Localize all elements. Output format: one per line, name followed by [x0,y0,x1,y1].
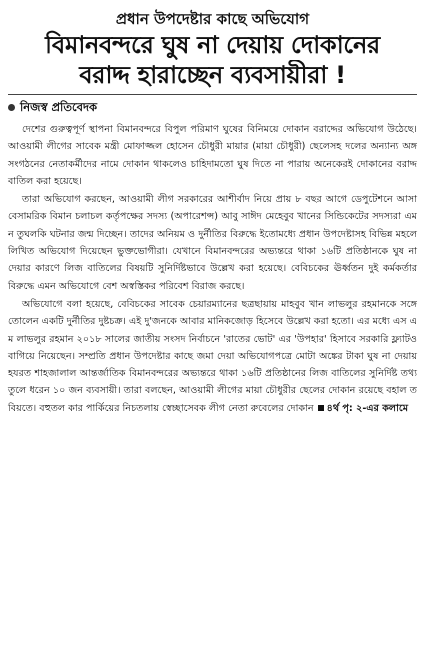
paragraph-1: দেশের গুরুত্বপূর্ণ স্থাপনা বিমানবন্দরে বিপুল পরিমাণ ঘুষের বিনিময়ে দোকান বরাদ্দের অভিযোগ উঠেছে। আওয়ামী লীগের সাবেক মন্ত্রী মোফাজ্জল হোসেন চৌধুরী মায়ার (মায়া চৌধুরী) ছেলেসহ দলের অন্যান্য অঙ্গ সংগঠনের নেতাকর্মীদের নামে দোকান থাকলেও চাহিদামতো ঘুষ দিতে না পারায় অনেকেরই দোকানের বরাদ্দ বাতিল করা হয়েছে। [8,124,417,187]
continuation-text: ৪র্থ পৃ: ২-এর কলামে [326,402,409,414]
headline-line-2: বরাদ্দ হারাচ্ছেন ব্যবসায়ীরা ! [79,61,346,89]
byline-text: নিজস্ব প্রতিবেদক [20,100,98,114]
divider [8,94,417,95]
paragraph-2: তারা অভিযোগ করছেন, আওয়ামী লীগ সরকারের আশীর্বাদ নিয়ে প্রায় ৮ বছর আগে ডেপুটেশনে আসা বেসামরিক বিমান চলাচল কর্তৃপক্ষের সদস্য (অপারেশন্স) আবু সাঈদ মেহেবুব খানের সিন্ডিকেটের সদস্যরা এমন তুঘলকি ঘটনার জন্ম দিচ্ছেন। তাদের অনিয়ম ও দুর্নীতির বিরুদ্ধে ইতোমধ্যে প্রধান উপদেষ্টাসহ বিভিন্ন মহলে লিখিত অভিযোগ দিয়েছেন ভুক্তভোগীরা। যেখানে বিমানবন্দরের অভ্যন্তরে থাকা ১৬টি প্রতিষ্ঠানকে ঘুষ না দেয়ার কারণে লিজ বাতিলের বিষয়টি সুনির্দিষ্টভাবে উল্লেখ করা হয়েছে। বেবিচকের ঊর্ধ্বতন দুই কর্মকর্তার বিরুদ্ধে এমন অভিযোগে বেশ অস্বস্তিকর পরিবেশ বিরাজ করছে। [8,194,417,292]
paragraph-3-text: অভিযোগে বলা হয়েছে, বেবিচকের সাবেক চেয়ারম্যানের ছত্রছায়ায় মাহবুব খান লাভলুর রহমানকে সঙ্গে তোলেন একটি দুর্নীতির দুষ্টচক্র। এই দু'জনকে আবার মানিকজোড় হিসেবে উল্লেখ করা হতো। এর মধ্যে এস এম লাভলুর রহমান ২০১৮ সালের জাতীয় সংসদ নির্বাচনে 'রাতের ভোট' এর 'উপহার' হিসাবে সরকারি ফ্ল্যাটও বাগিয়ে নিয়েছেন। সম্প্রতি প্রধান উপদেষ্টার কাছে জমা দেয়া অভিযোগপত্রে মোটা অঙ্কের টাকা ঘুষ না দেয়ায় হযরত শাহজালাল আন্তর্জাতিক বিমানবন্দরের অভ্যন্তরে থাকা ১৬টি প্রতিষ্ঠানের লিজ বাতিলের সুনির্দিষ্ট তথ্য তুলে ধরেন ১০ জন ব্যবসায়ী। তারা বলছেন, আওয়ামী লীগের মায়া চৌধুরীর ছেলের দোকান রয়েছে বহাল তবিয়তে। বহুতল কার পার্কিয়ের নিচতলায় স্বেচ্ছাসেবক লীগ নেতা রুবেলের দোকান [8,298,417,414]
kicker: প্রধান উপদেষ্টার কাছে অভিযোগ [115,10,310,28]
paragraph-3 [8,296,417,417]
byline [8,99,417,115]
continuation-note [318,403,408,414]
article-body [8,121,417,417]
headline-line-1: বিমানবন্দরে ঘুষ না দেয়ায় দোকানের [45,31,380,59]
square-bullet-icon [318,405,324,411]
bullet-icon [8,104,15,111]
